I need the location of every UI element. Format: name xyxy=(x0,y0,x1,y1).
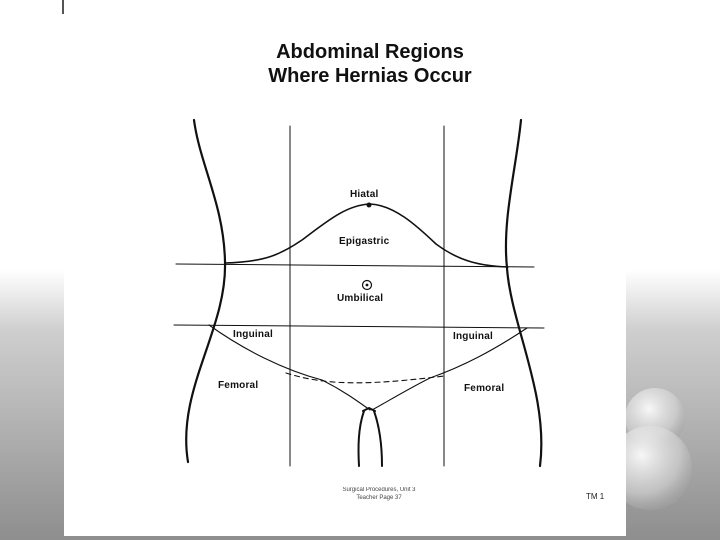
label-epigastric: Epigastric xyxy=(339,236,390,247)
femoral-dashed-line xyxy=(286,373,444,383)
inguinal-curve-right xyxy=(372,328,527,410)
label-femoral-right: Femoral xyxy=(464,383,505,394)
umbilicus-dot xyxy=(366,284,369,287)
lower-horizontal-line xyxy=(174,325,544,328)
source-note xyxy=(324,486,434,502)
source-note-line-2: Teacher Page 37 xyxy=(356,495,402,501)
torso-right-outline xyxy=(506,120,541,466)
source-note-line-1: Surgical Procedures, Unit 3 xyxy=(342,487,416,493)
transparency-master-number: TM 1 xyxy=(586,492,605,501)
hiatal-marker xyxy=(367,203,372,208)
abdomen-figure xyxy=(64,0,626,536)
slide xyxy=(64,0,626,536)
title-line-2: Where Hernias Occur xyxy=(268,65,472,87)
left-inner-leg xyxy=(359,411,364,466)
label-inguinal-right: Inguinal xyxy=(453,331,493,342)
torso-left-outline xyxy=(186,120,225,462)
title-line-1: Abdominal Regions xyxy=(276,41,464,63)
label-hiatal: Hiatal xyxy=(350,189,379,200)
right-inner-leg xyxy=(374,411,382,466)
label-umbilical: Umbilical xyxy=(337,293,384,304)
label-inguinal-left: Inguinal xyxy=(233,329,273,340)
label-femoral-left: Femoral xyxy=(218,380,259,391)
